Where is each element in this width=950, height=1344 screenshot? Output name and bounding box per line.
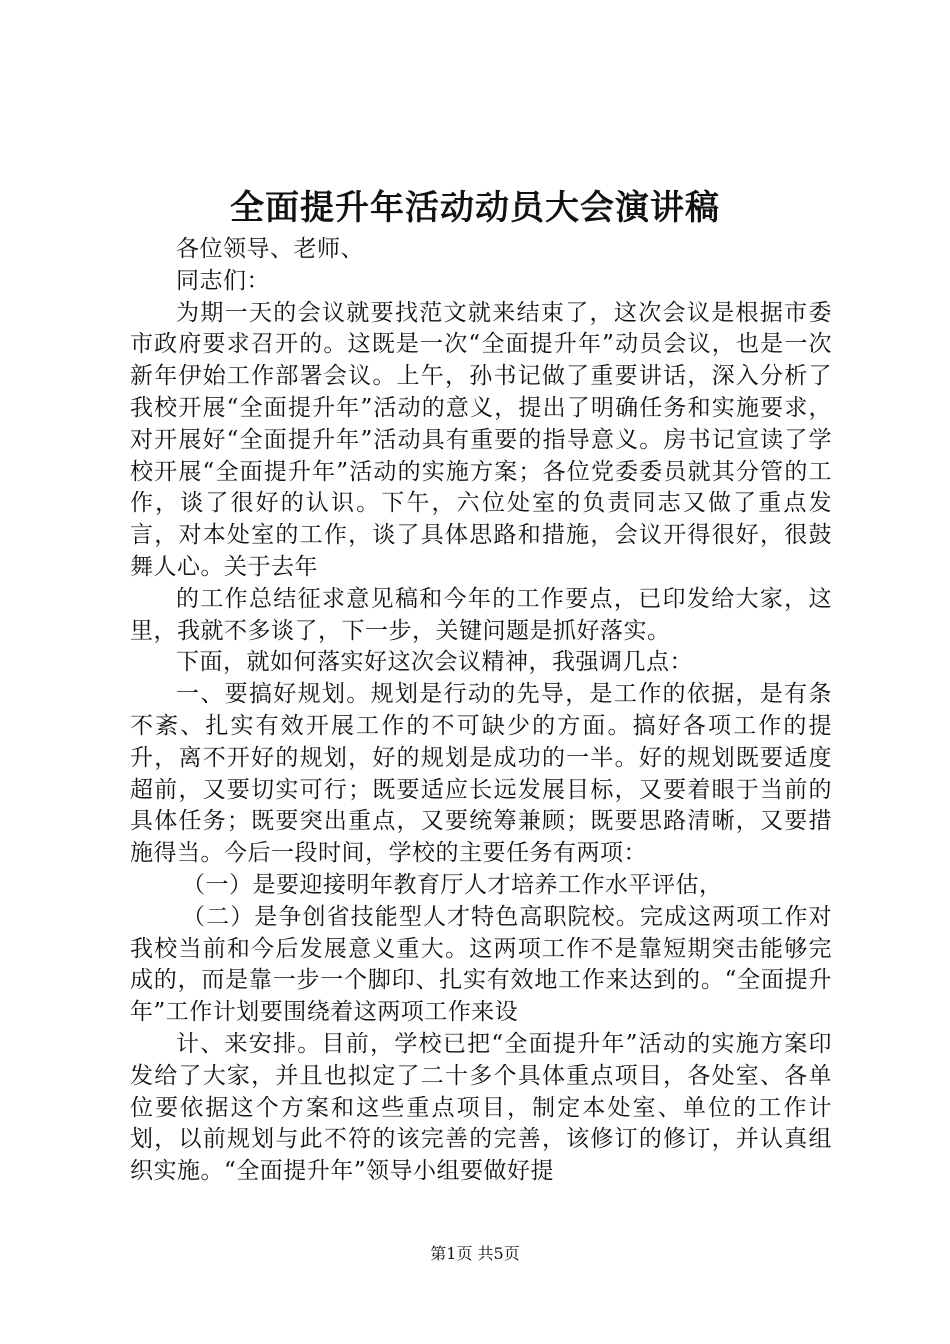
paragraph-arrangement: 计、来安排。目前，学校已把“全面提升年”活动的实施方案印发给了大家，并且也拟定了二十多个具体重点项目，各处室、各单位要依据这个方案和这些重点项目，制定本处室、单位的工作计划，以前规划与此不符的该完善的完善，该修订的修订，并认真组织实施。“全面提升年”领导小组要做好提: [130, 1030, 832, 1185]
paragraph-task-one: （一）是要迎接明年教育厅人才培养工作水平评估，: [182, 871, 723, 898]
paragraph-summary: 的工作总结征求意见稿和今年的工作要点，已印发给大家，这里，我就不多谈了，下一步，关键问题是抓好落实。: [130, 585, 832, 644]
paragraph-task-two: （二）是争创省技能型人才特色高职院校。完成这两项工作对我校当前和今后发展意义重大。这两项工作不是靠短期突击能够完成的，而是靠一步一个脚印、扎实有效地工作来达到的。“全面提升年”工作计划要围绕着这两项工作来设: [130, 903, 832, 1026]
document-title: 全面提升年活动动员大会演讲稿: [230, 188, 720, 228]
salutation-line-1: 各位领导、老师、: [176, 236, 364, 262]
paragraph-opening: 为期一天的会议就要找范文就来结束了，这次会议是根据市委市政府要求召开的。这既是一次“全面提升年”动员会议，也是一次新年伊始工作部署会议。上午，孙书记做了重要讲话，深入分析了我校开展“全面提升年”活动的意义，提出了明确任务和实施要求，对开展好“全面提升年”活动具有重要的指导意义。房书记宣读了学校开展“全面提升年”活动的实施方案；各位党委委员就其分管的工作，谈了很好的认识。下午，六位处室的负责同志又做了重点发言，对本处室的工作，谈了具体思路和措施，会议开得很好，很鼓舞人心。关于去年: [130, 299, 832, 580]
paragraph-planning: 一、要搞好规划。规划是行动的先导，是工作的依据，是有条不紊、扎实有效开展工作的不可缺少的方面。搞好各项工作的提升，离不开好的规划，好的规划是成功的一半。好的规划既要适度超前，又要切实可行；既要适应长远发展目标，又要着眼于当前的具体任务；既要突出重点，又要统筹兼顾；既要思路清晰，又要措施得当。今后一段时间，学校的主要任务有两项：: [130, 681, 832, 867]
salutation-line-2: 同志们：: [176, 267, 270, 294]
document-body: [130, 234, 832, 1188]
paragraph-transition: 下面，就如何落实好这次会议精神，我强调几点：: [176, 649, 693, 676]
page-footer: 第1页 共5页: [430, 1244, 520, 1263]
